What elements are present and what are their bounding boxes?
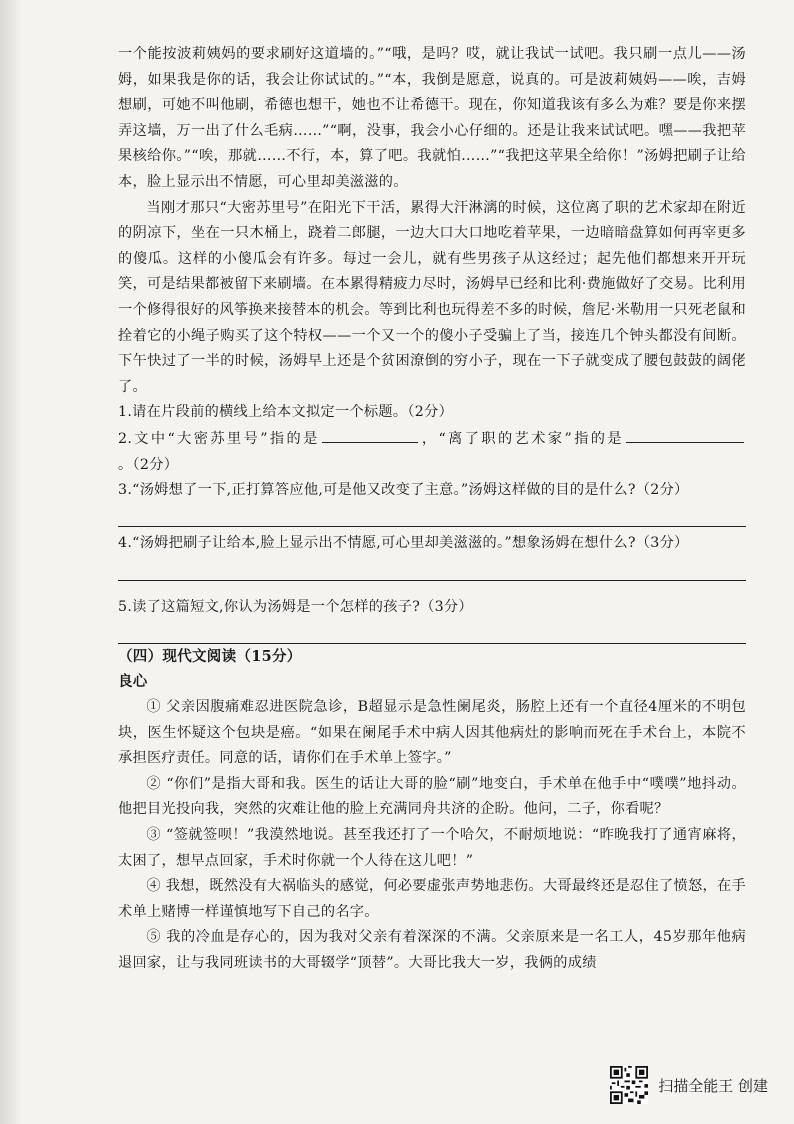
page-edge-shadow bbox=[0, 0, 22, 1124]
question-5: 5.读了这篇短文,你认为汤姆是一个怎样的孩子?（3分） bbox=[118, 599, 473, 616]
story-paragraph-2: 当刚才那只“大密苏里号”在阳光下干活，累得大汗淋漓的时候，这位离了职的艺术家却在附近的阴凉下，坐在一只木桶上，跷着二郎腿，一边大口大口地吃着苹果，一边暗暗盘算如何再宰更多的傻瓜。这样的小傻瓜会有许多。每过一会儿，就有些男孩子从这经过；起先他们都想来开开玩笑，可是结果都被留下来刷墙。在本累得精疲力尽时，汤姆早已经和比利·费施做好了交易。比利用一个修得很好的风筝换来接替本的机会。等到比利也玩得差不多的时候，詹尼·米勒用一只死老鼠和拴着它的小绳子购买了这个特权——一个又一个的傻小子受骗上了当，接连几个钟头都没有间断。下午快过了一半的时候，汤姆早上还是个贫困潦倒的穷小子，现在一下子就变成了腰包鼓鼓的阔佬了。 bbox=[118, 199, 746, 395]
answer-line-3[interactable] bbox=[118, 526, 746, 527]
essay-paragraph-5: ⑤ 我的冷血是存心的，因为我对父亲有着深深的不满。父亲原来是一名工人，45岁那年他病退回家，让与我同班读书的大哥辍学“顶替”。大哥比我大一岁，我俩的成绩 bbox=[118, 929, 746, 971]
question-3: 3.“汤姆想了一下,正打算答应他,可是他又改变了主意。”汤姆这样做的目的是什么?（2分） bbox=[118, 482, 689, 499]
question-1: 1.请在片段前的横线上给本文拟定一个标题。（2分） bbox=[118, 404, 454, 421]
scanner-watermark bbox=[610, 1066, 768, 1104]
essay-paragraph-1: ① 父亲因腹痛难忍进医院急诊，B超显示是急性阑尾炎，肠腔上还有一个直径4厘米的不明包块，医生怀疑这个包块是癌。“如果在阑尾手术中病人因其他病灶的影响而死在手术台上，本院不承担医疗责任。同意的话，请你们在手术单上签字。” bbox=[118, 699, 746, 767]
answer-line-4[interactable] bbox=[118, 580, 746, 581]
essay-paragraph-4: ④ 我想，既然没有大祸临头的感觉，何必要虚张声势地悲伤。大哥最终还是忍住了愤怒，在手术单上赌博一样谨慎地写下自己的名字。 bbox=[118, 878, 746, 920]
question-2-part-b: ，“离了职的艺术家”指的是 bbox=[419, 430, 624, 447]
essay-paragraph-2: ② “你们”是指大哥和我。医生的话让大哥的脸“刷”地变白，手术单在他手中“噗噗”地抖动。他把目光投向我，突然的灾难让他的脸上充满同舟共济的企盼。他问，二子，你看呢？ bbox=[118, 775, 746, 818]
question-2-part-c: 。（2分） bbox=[118, 456, 179, 473]
document-content bbox=[118, 42, 746, 977]
essay-title: 良心 bbox=[118, 673, 148, 691]
question-4: 4.“汤姆把刷子让给本,脸上显示出不情愿,可心里却美滋滋的。”想象汤姆在想什么?（3分） bbox=[118, 534, 689, 551]
qr-code-icon bbox=[610, 1066, 648, 1104]
scanner-watermark-label: 扫描全能王 创建 bbox=[658, 1076, 768, 1095]
story-paragraph-1: 一个能按波莉姨妈的要求刷好这道墙的。”“哦，是吗？哎，就让我试一试吧。我只刷一点儿——汤姆，如果我是你的话，我会让你试试的。”“本，我倒是愿意，说真的。可是波莉姨妈——唉，吉姆想刷，可她不叫他刷，希德也想干，她也不让希德干。现在，你知道我该有多么为难？要是你来摆弄这墙，万一出了什么毛病……”“啊，没事，我会小心仔细的。还是让我来试试吧。嘿——我把苹果核给你。”“唉，那就……不行，本，算了吧。我就怕……”“我把这苹果全给你！”汤姆把刷子让给本，脸上显示出不情愿，可心里却美滋滋的。 bbox=[118, 46, 746, 190]
answer-blank-1[interactable] bbox=[322, 426, 418, 443]
essay-paragraph-3: ③ “签就签呗！”我漠然地说。甚至我还打了一个哈欠，不耐烦地说：“昨晚我打了通宵麻将，太困了，想早点回家，手术时你就一个人待在这儿吧！” bbox=[118, 827, 746, 869]
question-2 bbox=[118, 426, 746, 478]
question-2-part-a: 2.文中“大密苏里号”指的是 bbox=[118, 430, 320, 447]
section-heading: （四）现代文阅读（15分） bbox=[118, 647, 302, 665]
answer-blank-2[interactable] bbox=[626, 426, 744, 443]
